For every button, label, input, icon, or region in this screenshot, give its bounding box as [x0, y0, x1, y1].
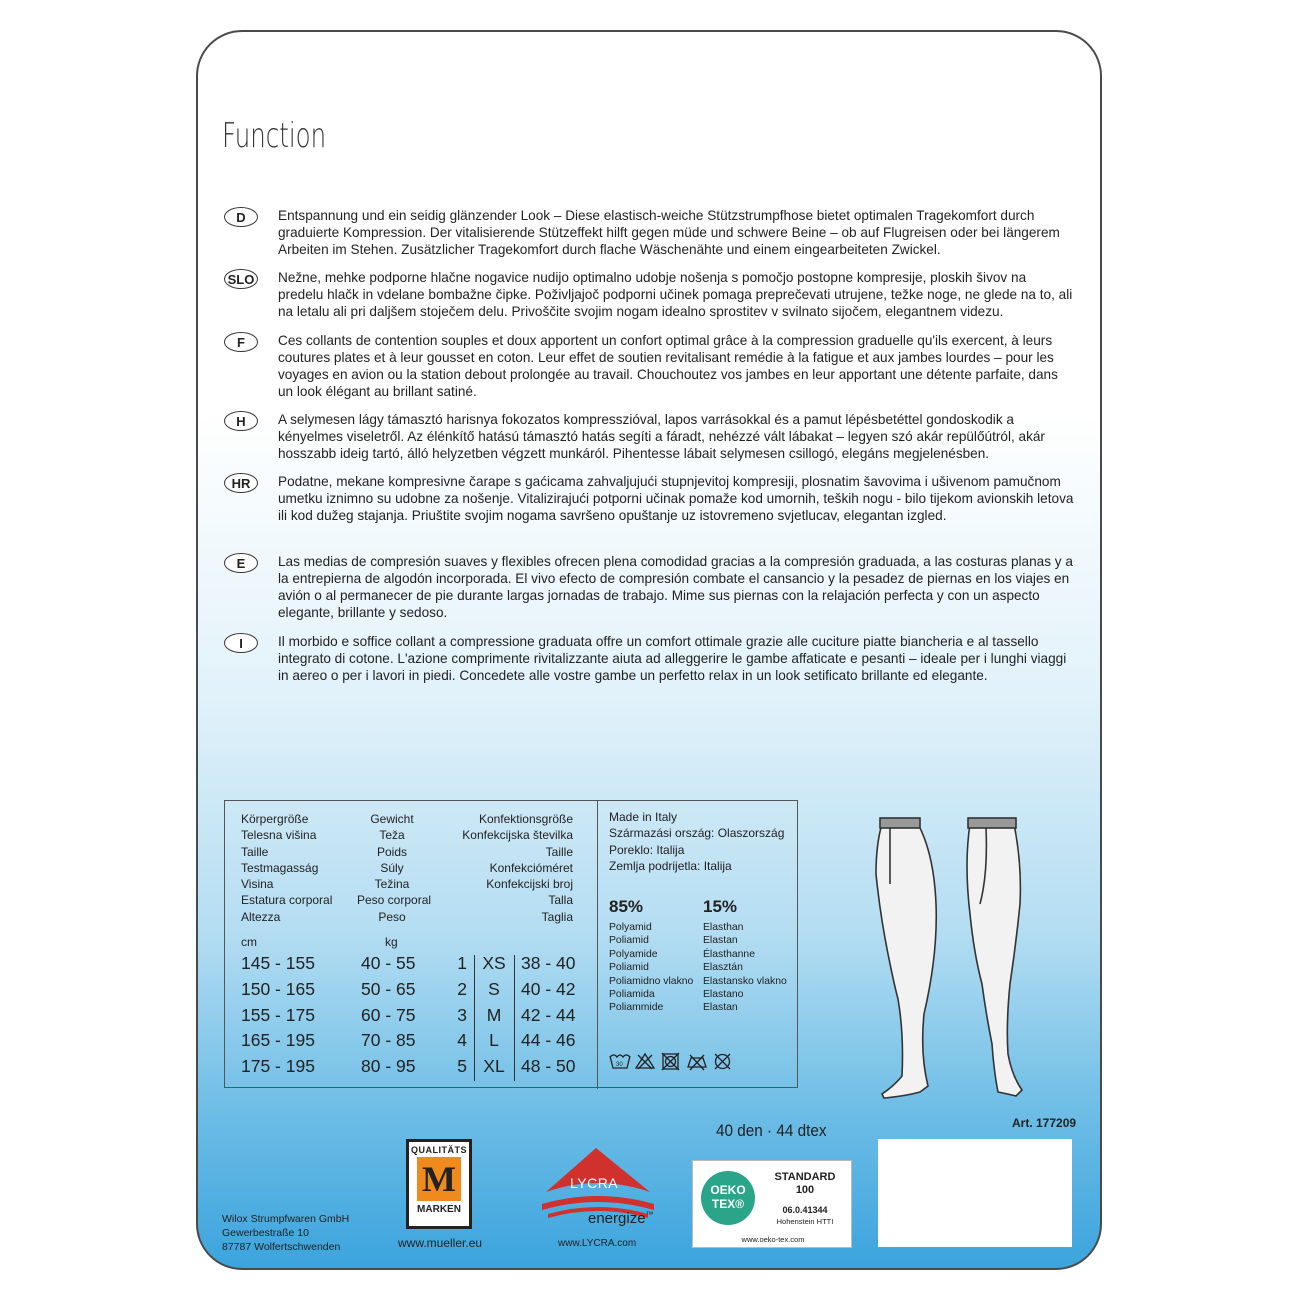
lang-text: Nežne, mehke podporne hlačne nogavice nudijo optimalno udobje nošenja s pomočjo postopne kompresije, ploskih šivov na predelu hlačk in vdelane bombažne čipke. Poživljajoč podporni učinek pomaga preprečevati utrujene, težke noge, ne glede na to, ali na letalu ali pri daljšem stoječem delu. Privoščite svojim nogam idealno sprostitev v svilnato sijočem, elegantnem videzu.: [278, 270, 1073, 319]
tights-front-icon: [876, 818, 936, 1098]
conf-values: 38 - 40 40 - 42 42 - 44 44 - 46 48 - 50: [521, 953, 576, 1077]
height-unit: cm: [241, 935, 257, 949]
material-list-1: Polyamid Poliamid Polyamide Poliamid Poliamidno vlakno Poliamida Poliammide: [609, 922, 694, 1014]
lang-badge: HR: [224, 473, 258, 493]
no-tumble-dry-icon: [662, 1053, 679, 1070]
oeko-tex-label: OEKO TEX® STANDARD 100 06.0.41344 Hohenstein HTTI www.oeko-tex.com: [692, 1160, 852, 1248]
lang-badge: H: [224, 411, 258, 431]
lang-badge: SLO: [224, 269, 258, 289]
lang-text: A selymesen lágy támasztó harisnya fokozatos kompresszióval, lapos varrásokkal és a pamut lépésbetéttel gondoskodik a kényelmes viseletről. Az élénkítő hatású támasztó hatás segíti a fáradt, nehézzé vált lábakat – legyen szó akár repülőútról, akár hosszabb ideig tartó, álló helyzetben végzett munkáról. Pihentesse lábait selymesen csillogó, elegáns megjelenésben.: [278, 412, 1045, 461]
lang-text: Entspannung und ein seidig glänzender Look – Diese elastisch-weiche Stützstrumpfhose bietet optimalen Tragekomfort durch graduierte Kompression. Der vitalisierende Stützeffekt hilft gegen müde und schwere Beine – ob auf Flugreisen oder bei längerem Arbeiten im Stehen. Zusätzlicher Tragekomfort durch flache Wäschenähte und einem eingearbeiteten Zwickel.: [278, 208, 1060, 257]
lang-text: Il morbido e soffice collant a compressione graduata offre un comfort ottimale grazie alle cuciture piatte biancheria e al tassello integrato di cotone. L'azione comprimente rivitalizzante aiuta ad alleggerire le gambe affaticate e pesanti – ideale per i lunghi viaggi in aereo o per i lavori in piedi. Concedete alle vostre gambe un perfetto relax in un look setificato brillante ed elegante.: [278, 634, 1067, 683]
weight-values: 40 - 55 50 - 65 60 - 75 70 - 85 80 - 95: [361, 953, 416, 1077]
lang-badge: D: [224, 207, 258, 227]
origin-info: Made in Italy Származási ország: Olaszország Poreklo: Italija Zemlja podrijetla: Italija: [609, 810, 785, 873]
care-symbols: [609, 1051, 739, 1073]
article-number: Art. 177209: [1012, 1116, 1077, 1130]
lycra-tagline: energize™: [588, 1210, 654, 1227]
lang-badge: I: [224, 633, 258, 653]
mueller-url: www.mueller.eu: [398, 1236, 483, 1250]
no-bleach-icon: [636, 1054, 654, 1069]
weight-headers: Gewicht Teža Poids Súly Težina Peso corporal Peso: [357, 812, 432, 924]
mueller-logo: QUALITÄTS M MARKEN: [406, 1139, 472, 1229]
lang-badge: F: [224, 332, 258, 352]
barcode-area: [878, 1139, 1072, 1247]
oeko-url: www.oeko-tex.com: [741, 1235, 805, 1244]
company-address: Wilox Strumpfwaren GmbH Gewerbestraße 10 87787 Wolfertschwenden: [222, 1213, 350, 1253]
lycra-name: LYCRA: [570, 1175, 619, 1191]
wash-30-icon: [610, 1055, 630, 1068]
divider: [514, 955, 515, 1081]
oeko-code: 06.0.41344: [782, 1205, 828, 1215]
lycra-url: www.LYCRA.com: [558, 1238, 637, 1249]
oeko-tex-icon: OEKO TEX®: [701, 1171, 755, 1225]
divider: [474, 955, 475, 1081]
weight-unit: kg: [385, 935, 398, 949]
lang-text: Ces collants de contention souples et doux apportent un confort optimal grâce à la compression graduelle qu'ils exercent, à leurs coutures plates et à leur gousset en coton. Leur effet de soutien revitalisant remédie à la fatigue et aux jambes lourdes – pour les voyages en avion ou la station debout prolongée au travail. Chouchoutez vos jambes en leur apportant une détente parfaite, dans un look élégant au brillant satiné.: [278, 333, 1058, 399]
no-iron-icon: [688, 1055, 706, 1070]
lang-badge: E: [224, 553, 258, 573]
lang-text: Las medias de compresión suaves y flexibles ofrecen plena comodidad gracias a la compresión graduada, a las costuras planas y a la entrepierna de algodón incorporada. El vivo efecto de compresión combate el cansancio y la pesadez de piernas en los viajes en avión o al permanecer de pie durante largas jornadas de trabajo. Mime sus piernas con la relajación perfecta y con un aspecto elegante, brillante y sedoso.: [278, 554, 1073, 620]
composition-pct-2: 15%: [703, 897, 738, 916]
lang-text: Podatne, mekane kompresivne čarape s gaćicama zahvaljujući stupnjevitoj kompresiji, plosnatim šavovima i ušivenom pamučnom umetku iznimno su udobne za nošenje. Vitalizirajući potporni učinak pomaže kod umornih, teških nogu - bilo tijekom avionskih letova ili kod dužeg stajanja. Priuštite svojim nogama savršeno opuštanje uz istovremeno svjetlucav, elegantan izgled.: [278, 474, 1074, 523]
svg-text:30: 30: [616, 1062, 623, 1068]
mueller-letter: M: [422, 1159, 456, 1199]
density-label: 40 den · 44 dtex: [716, 1121, 827, 1140]
height-values: 145 - 155 150 - 165 155 - 175 165 - 195 175 - 195: [241, 953, 315, 1077]
packaging-card: [196, 30, 1102, 1270]
tights-back-icon: [967, 818, 1022, 1096]
oeko-institute: Hohenstein HTTI: [776, 1217, 834, 1226]
material-list-2: Elasthan Elastan Élasthanne Elasztán Elastansko vlakno Elastano Elastan: [703, 922, 787, 1014]
tights-illustration: [868, 814, 1038, 1104]
size-headers: Konfektionsgröße Konfekcijska številka Taille Konfekcióméret Konfekcijski broj Talla Taglia: [462, 812, 573, 924]
column-separator: [597, 801, 598, 1089]
size-letters: XS S M L XL: [482, 953, 506, 1077]
composition-pct-1: 85%: [609, 897, 644, 916]
page-title: Function: [222, 116, 327, 156]
size-numbers: 1 2 3 4 5: [457, 953, 467, 1077]
no-dry-clean-icon: [715, 1054, 730, 1069]
size-table: [224, 800, 798, 1088]
height-headers: Körpergröße Telesna višina Taille Testmagasság Visina Estatura corporal Altezza: [241, 812, 333, 924]
